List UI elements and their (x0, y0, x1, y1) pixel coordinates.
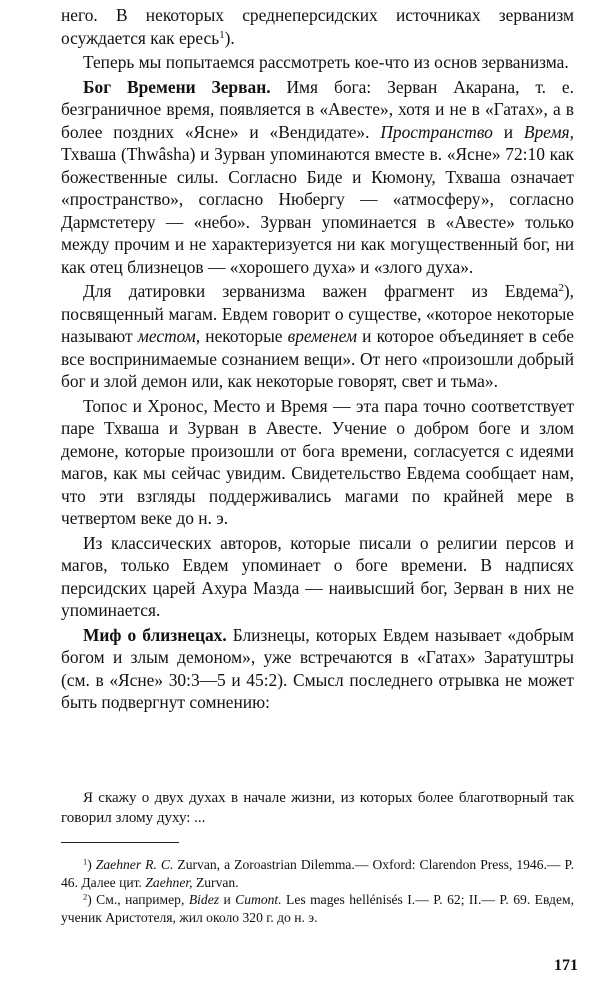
text-run: ). (224, 27, 235, 48)
paragraph (61, 76, 574, 279)
italic-term: временем (287, 326, 357, 346)
footnote-ref: 2 (558, 282, 564, 295)
paragraph (61, 280, 574, 393)
text-run: Zurvan, a Zoroastrian Dilemma.— Oxford: Clarendon Press, 1946.— P. 46. Далее цит. (61, 857, 575, 890)
block-quote (61, 789, 574, 828)
text-run: Zurvan. (192, 874, 239, 890)
author-name: Zaehner, (145, 874, 193, 890)
footnote (61, 891, 574, 926)
author-name: Cumont. (235, 892, 282, 908)
text-run: и которое объединяет в себе все воспринимаемые сознанием вещи». От него «произошли добрый бог и злой демон или, как некоторые говорят, свет и тьма». (61, 326, 574, 391)
paragraph (61, 51, 574, 74)
paragraph (61, 4, 574, 49)
footnotes (61, 856, 574, 926)
text-run: Близнецы, которых Евдем называет «добрым богом и злым демоном», уже встречаются в «Гатах» Заратуштры (см. в «Ясне» 30:3—5 и 45:2). Смысл последнего отрывка не может быть подвергнут сомнению: (61, 624, 574, 712)
paragraph (61, 624, 574, 714)
italic-term: Пространство (380, 121, 493, 142)
page-number: 171 (554, 957, 578, 974)
text-run: и (492, 121, 524, 142)
text-run: Les mages hellénisés I.— P. 62; II.— P. 69. Евдем, ученик Аристотеля, жил около 320 г. до н. э. (61, 892, 575, 925)
footnote (61, 856, 574, 891)
footnote-mark: 2 (83, 891, 88, 902)
text-run: Из классических авторов, которые писали о религии персов и магов, только Евдем упоминает о боге времени. В надписях персидских царей Ахура Мазда — наивысший бог, Зерван в них не упоминается. (61, 532, 574, 620)
footnote-divider (61, 842, 179, 843)
italic-term: Время, (523, 121, 574, 142)
paragraph (61, 395, 574, 530)
text-run: Теперь мы попытаемся рассмотреть кое-что из основ зерванизма. (83, 52, 569, 72)
text-run: некоторые (200, 326, 288, 346)
footnote-ref: 1 (219, 28, 225, 41)
paragraph (61, 532, 574, 622)
text-run: Для датировки зерванизма важен фрагмент из Евдема (83, 281, 559, 301)
author-name: Zaehner R. C. (95, 857, 174, 872)
text-run: и (219, 892, 236, 908)
section-heading: Бог Времени Зерван. (83, 76, 271, 97)
text-run: ) См., например, (87, 892, 189, 908)
text-run: Топос и Хронос, Место и Время — эта пара точно соответствует паре Тхваша и Зурван в Авесте. Учение о добром боге и злом демоне, которые произошли от бога времени, согласуется с идеями магов, как мы сейчас увидим. Свидетельство Евдема сообщает нам, что эти взгляды поддерживались магами по крайней мере в четвертом веке до н. э. (61, 395, 574, 528)
text-run: ) (87, 857, 96, 872)
author-name: Bidez (188, 892, 220, 908)
text-run: Тхваша (Thwâsha) и Зурван упоминаются вместе в. «Ясне» 72:10 как божественные силы. Согласно Биде и Кюмону, Тхваша означает «пространство», согласно Нюбергу — «атмосферу», согласно Дармстетеру — «небо». Зурван упоминается в «Авесте» только между прочим и не характеризуется ни как могущественный бог, ни как отец близнецов — «хорошего духа» и «злого духа». (61, 144, 574, 277)
footnote-mark: 1 (83, 856, 88, 867)
italic-term: местом, (137, 326, 201, 346)
section-heading: Миф о близнецах. (83, 624, 227, 645)
text-run: ), посвященный магам. Евдем говорит о существе, «которое некоторые называют (61, 281, 574, 346)
text-run: него. В некоторых среднеперсидских источниках зерванизм осуждается как ересь (61, 5, 574, 48)
quote-text: Я скажу о двух духах в начале жизни, из которых более благотворный так говорил злому духу: ... (61, 790, 574, 826)
main-text (61, 4, 574, 716)
text-run: Имя бога: Зерван Акарана, т. е. безграничное время, появляется в «Авесте», хотя и не в «Гатах», а в более поздних «Ясне» и «Вендидате». (61, 76, 574, 142)
